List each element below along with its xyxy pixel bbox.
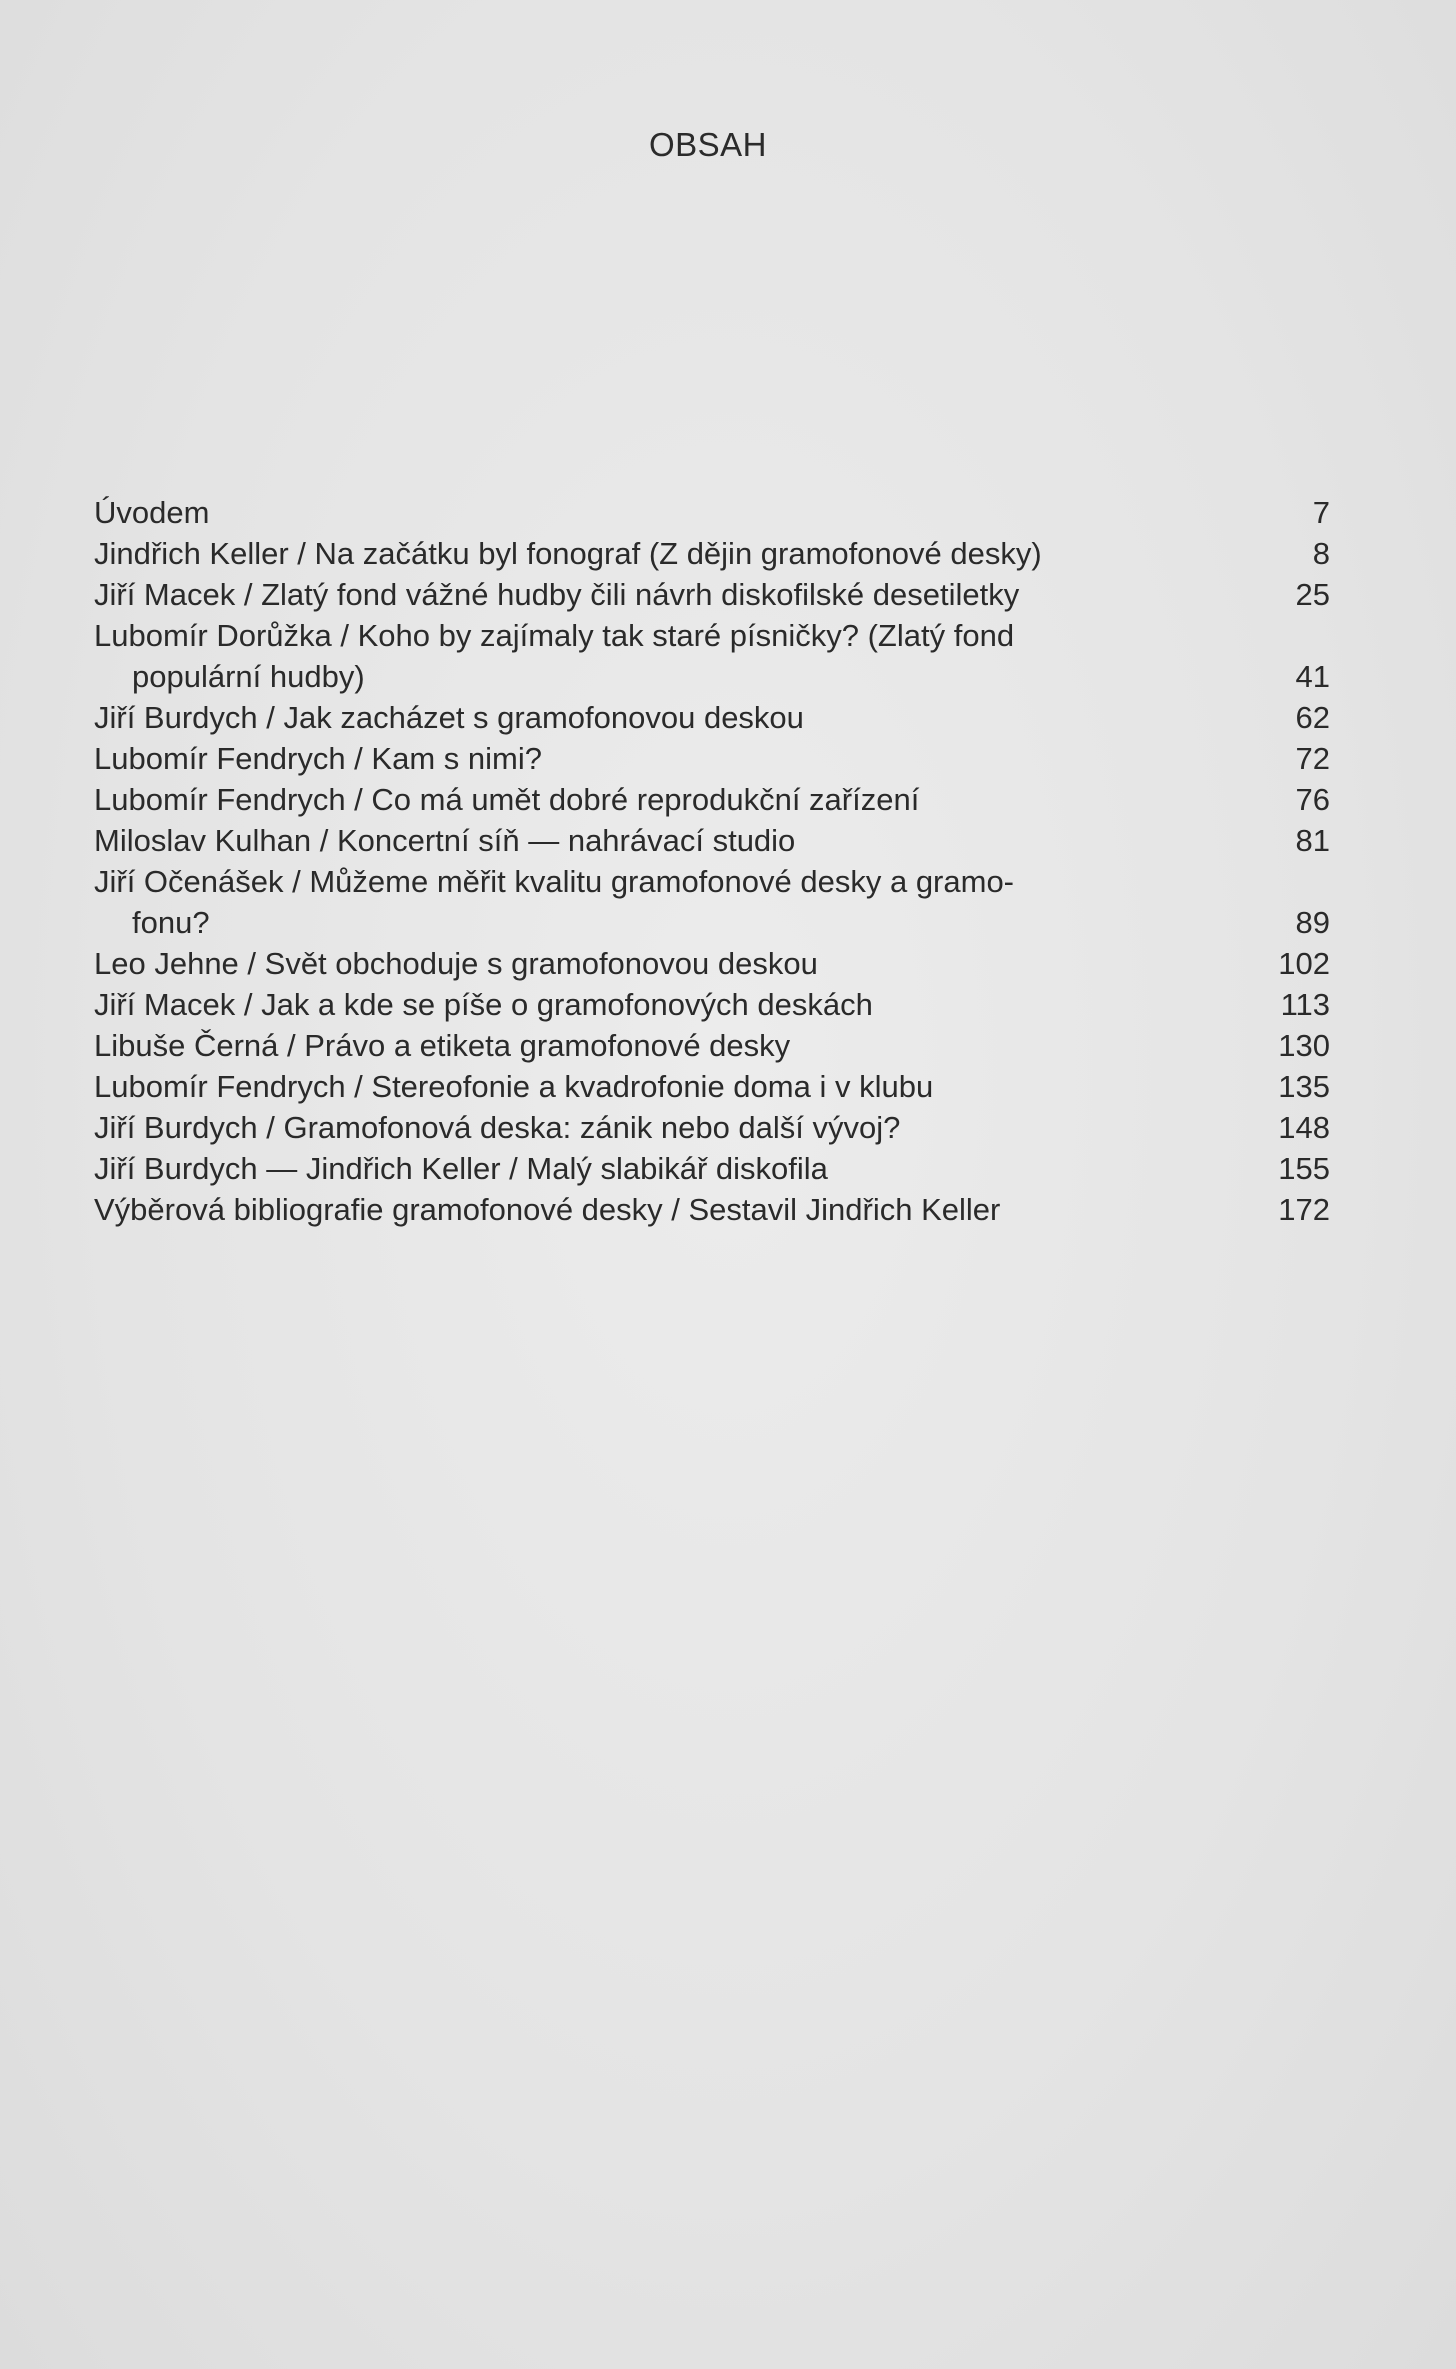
- toc-entry-page: 76: [1295, 782, 1330, 817]
- toc-entry-title: Jindřich Keller / Na začátku byl fonograf (Z dějin gramofonové desky): [94, 536, 1042, 571]
- toc-entry: [94, 779, 1330, 820]
- toc-entry-title: Jiří Očenášek / Můžeme měřit kvalitu gramofonové desky a gramo-: [94, 864, 1015, 899]
- toc-entry: [94, 738, 1330, 779]
- toc-entry-title: Libuše Černá / Právo a etiketa gramofonové desky: [94, 1028, 791, 1063]
- toc-entry: [94, 943, 1330, 984]
- toc-entry: [94, 1107, 1330, 1148]
- toc-entry-title: Leo Jehne / Svět obchoduje s gramofonovou deskou: [94, 946, 818, 981]
- toc-entry-continuation: [94, 902, 1330, 943]
- toc-entry-title: Miloslav Kulhan / Koncertní síň — nahrávací studio: [94, 823, 796, 858]
- toc-entry-title: Lubomír Dorůžka / Koho by zajímaly tak staré písničky? (Zlatý fond: [94, 618, 1015, 653]
- table-of-contents: [94, 492, 1330, 1230]
- toc-entry-title: Lubomír Fendrych / Kam s nimi?: [94, 741, 542, 776]
- toc-entry: [94, 1066, 1330, 1107]
- toc-entry: [94, 984, 1330, 1025]
- toc-entry: [94, 1025, 1330, 1066]
- toc-entry-page: 135: [1278, 1069, 1330, 1104]
- toc-entry-page: 102: [1278, 946, 1330, 981]
- toc-entry-page: 62: [1295, 700, 1330, 735]
- toc-entry-page: 148: [1278, 1110, 1330, 1145]
- toc-entry-page: 130: [1278, 1028, 1330, 1063]
- toc-entry: [94, 820, 1330, 861]
- toc-entry-page: 172: [1278, 1192, 1330, 1227]
- toc-entry-title: Lubomír Fendrych / Co má umět dobré reprodukční zařízení: [94, 782, 920, 817]
- toc-entry-page: 25: [1295, 577, 1330, 612]
- toc-entry: [94, 1189, 1330, 1230]
- page-title: OBSAH: [648, 126, 768, 163]
- toc-entry-title: Lubomír Fendrych / Stereofonie a kvadrofonie doma i v klubu: [94, 1069, 934, 1104]
- toc-entry: [94, 492, 1330, 533]
- toc-entry-page: 72: [1295, 741, 1330, 776]
- toc-entry-title: Jiří Burdych — Jindřich Keller / Malý slabikář diskofila: [94, 1151, 828, 1186]
- toc-entry-title: populární hudby): [132, 659, 365, 694]
- toc-entry-title: Výběrová bibliografie gramofonové desky / Sestavil Jindřich Keller: [94, 1192, 1001, 1227]
- toc-entry: [94, 574, 1330, 615]
- toc-entry: [94, 697, 1330, 738]
- toc-entry-page: 113: [1280, 987, 1330, 1022]
- toc-entry: [94, 615, 1330, 656]
- toc-entry-title: Úvodem: [94, 495, 210, 530]
- toc-entry: [94, 861, 1330, 902]
- toc-entry-page: 8: [1312, 536, 1330, 571]
- toc-entry-title: Jiří Burdych / Jak zacházet s gramofonovou deskou: [94, 700, 804, 735]
- toc-entry-continuation: [94, 656, 1330, 697]
- toc-entry-page: 155: [1278, 1151, 1330, 1186]
- toc-entry-page: 89: [1295, 905, 1330, 940]
- toc-entry-page: 81: [1295, 823, 1330, 858]
- toc-entry: [94, 533, 1330, 574]
- toc-entry-page: 7: [1312, 495, 1330, 530]
- toc-entry: [94, 1148, 1330, 1189]
- toc-entry-title: Jiří Macek / Jak a kde se píše o gramofonových deskách: [94, 987, 873, 1022]
- toc-entry-title: Jiří Burdych / Gramofonová deska: zánik nebo další vývoj?: [94, 1110, 901, 1145]
- toc-entry-page: 41: [1295, 659, 1330, 694]
- toc-entry-title: Jiří Macek / Zlatý fond vážné hudby čili návrh diskofilské desetiletky: [94, 577, 1020, 612]
- toc-entry-title: fonu?: [132, 905, 210, 940]
